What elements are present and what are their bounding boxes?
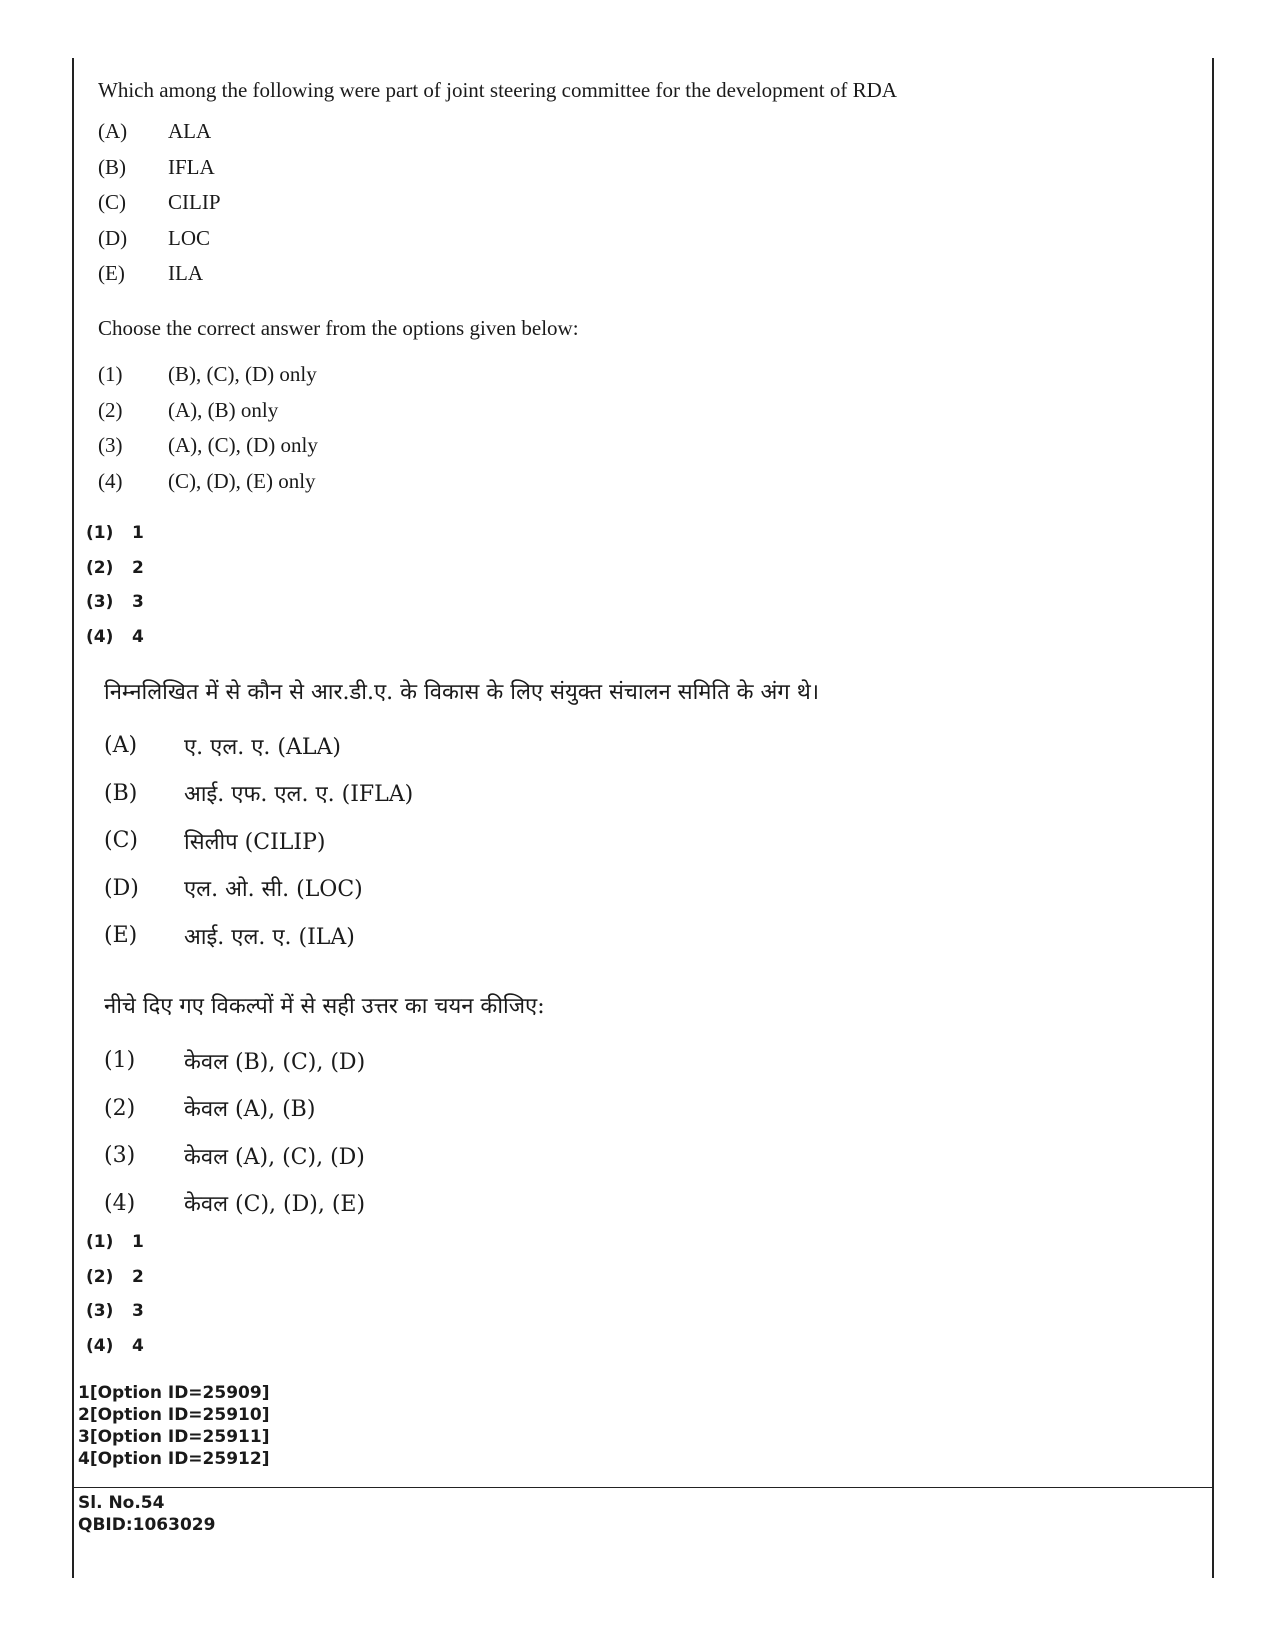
answer-value: 3 [132,1301,144,1322]
answer-value: 3 [132,592,144,613]
section-divider [72,1487,1214,1488]
choice-text: (B), (C), (D) only [168,362,317,387]
answer-value: 4 [132,626,144,647]
item-label: (D) [98,225,128,250]
item-text: आई. एफ. एल. ए. (IFLA) [184,782,414,808]
answer-label: (3) [86,1301,114,1322]
hindi-choices-list [104,1037,365,1227]
serial-number: Sl. No.54 [78,1493,165,1513]
choice-row [98,428,318,464]
option-id: 3[Option ID=25911] [78,1427,270,1447]
answer-label: (2) [86,1266,114,1287]
item-label: (B) [104,780,138,806]
item-label: (B) [98,154,126,179]
instruction-hindi: नीचे दिए गए विकल्पों में से सही उत्तर का चयन कीजिए: [104,994,545,1019]
item-label: (C) [104,828,138,854]
list-item [104,912,413,960]
item-text: LOC [168,225,210,250]
choice-row [98,464,318,500]
answer-option[interactable] [86,1260,144,1295]
list-item [98,256,221,292]
list-item [104,770,413,818]
answer-label: (1) [86,523,114,544]
item-text: ए. एल. ए. (ALA) [184,734,341,760]
answer-option[interactable] [86,516,144,551]
answer-value: 4 [132,1335,144,1356]
answer-value: 1 [132,1232,144,1253]
choice-label: (4) [98,468,123,493]
choice-text: केवल (C), (D), (E) [184,1192,366,1218]
item-label: (A) [104,733,138,759]
choice-text: केवल (A), (C), (D) [184,1144,365,1170]
answer-option[interactable] [86,551,144,586]
choice-text: केवल (B), (C), (D) [184,1049,366,1075]
choice-row [98,357,318,393]
option-id-list [78,1382,269,1470]
answer-label: (4) [86,626,114,647]
item-text: IFLA [168,154,215,179]
answer-option[interactable] [86,620,144,655]
item-text: CILIP [168,190,221,215]
choice-row [104,1180,365,1228]
right-border [1212,58,1214,1578]
list-item [104,865,413,913]
qbid: QBID:1063029 [78,1515,216,1535]
answer-list-2 [86,1225,144,1363]
answer-list-1 [86,516,144,654]
choice-row [104,1132,365,1180]
list-item [104,817,413,865]
answer-option[interactable] [86,1294,144,1329]
choice-label: (3) [104,1143,136,1169]
question-text-english: Which among the following were part of joint steering committee for the development of RDA [98,78,897,102]
answer-label: (3) [86,592,114,613]
question-footer [78,1492,215,1536]
choice-row [104,1037,365,1085]
choice-text: (C), (D), (E) only [168,468,316,493]
answer-option[interactable] [86,1329,144,1364]
list-item [98,185,221,221]
answer-label: (2) [86,557,114,578]
choice-label: (2) [104,1095,136,1121]
item-label: (E) [98,261,125,286]
option-id: 1[Option ID=25909] [78,1383,270,1403]
choice-row [104,1085,365,1133]
choice-row [98,393,318,429]
choice-label: (1) [98,362,123,387]
item-label: (E) [104,923,138,949]
item-label: (D) [104,875,139,901]
item-text: ALA [168,119,212,144]
item-label: (C) [98,190,126,215]
answer-option[interactable] [86,585,144,620]
hindi-items-list [104,722,413,960]
answer-value: 1 [132,523,144,544]
left-border [72,58,74,1578]
option-id: 4[Option ID=25912] [78,1449,270,1469]
item-label: (A) [98,119,128,144]
item-text: आई. एल. ए. (ILA) [184,924,355,950]
item-text: एल. ओ. सी. (LOC) [184,877,363,903]
choice-label: (4) [104,1190,136,1216]
answer-label: (1) [86,1232,114,1253]
choice-text: केवल (A), (B) [184,1097,316,1123]
answer-option[interactable] [86,1225,144,1260]
answer-value: 2 [132,557,144,578]
list-item [104,722,413,770]
choice-text: (A), (C), (D) only [168,433,318,458]
option-id: 2[Option ID=25910] [78,1405,270,1425]
choice-label: (2) [98,397,123,422]
english-items-list [98,114,221,292]
answer-value: 2 [132,1266,144,1287]
list-item [98,221,221,257]
choice-label: (1) [104,1048,136,1074]
list-item [98,114,221,150]
choice-label: (3) [98,433,123,458]
choice-text: (A), (B) only [168,397,279,422]
question-text-hindi: निम्नलिखित में से कौन से आर.डी.ए. के विकास के लिए संयुक्त संचालन समिति के अंग थे। [104,680,820,705]
answer-label: (4) [86,1335,114,1356]
english-choices-list [98,357,318,499]
instruction-english: Choose the correct answer from the options given below: [98,316,579,340]
list-item [98,150,221,186]
item-text: ILA [168,261,203,286]
item-text: सिलीप (CILIP) [184,829,326,855]
